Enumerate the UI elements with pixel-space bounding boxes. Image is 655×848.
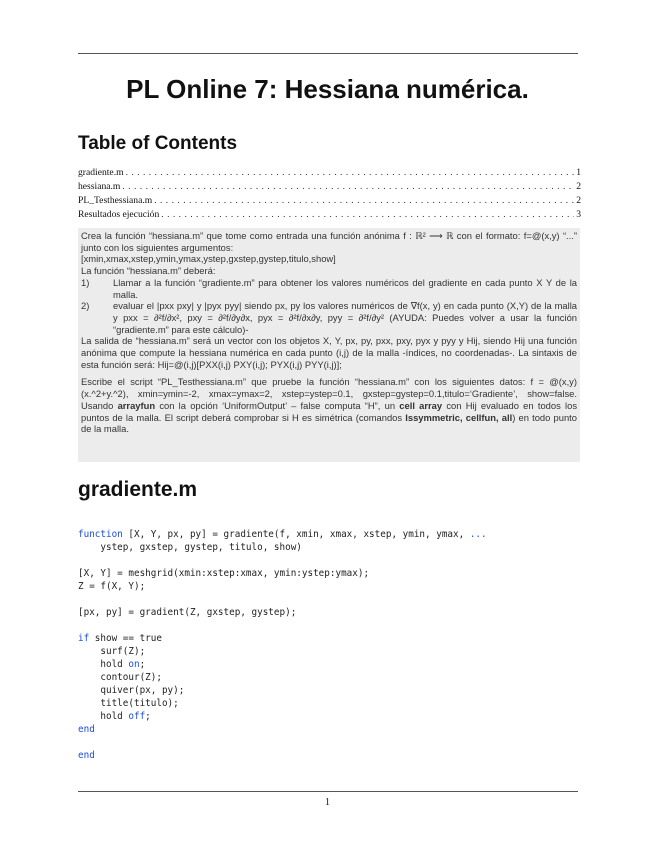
toc-entry-page: 2 (576, 181, 581, 192)
bold-term: cell array (399, 399, 443, 411)
code-text: [X, Y] = meshgrid(xmin:xstep:xmax, ymin:ystep:ymax); (78, 568, 370, 579)
list-text: Llamar a la función “gradiente.m” para obtener los valores numéricos del gradiente en cada punto X Y de la malla. (113, 276, 577, 300)
list-item (81, 277, 577, 300)
toc-entry-label[interactable]: PL_Testhessiana.m (78, 195, 153, 206)
table-of-contents (78, 166, 581, 222)
code-keyword: function (78, 529, 123, 540)
toc-entry-page: 2 (576, 195, 581, 206)
code-keyword: off (128, 711, 146, 722)
code-text: quiver(px, py); (78, 685, 185, 696)
toc-leader-dots (126, 166, 575, 180)
code-text: surf(Z); (78, 646, 146, 657)
code-text: hold (78, 711, 129, 722)
toc-leader-dots (161, 208, 574, 222)
toc-entry-resultados[interactable] (78, 208, 581, 222)
page-title: PL Online 7: Hessiana numérica. (126, 74, 529, 104)
toc-entry-label[interactable]: gradiente.m (78, 167, 124, 178)
code-text: hold (78, 659, 129, 670)
description-paragraph (81, 376, 577, 435)
code-continuation: ... (469, 529, 487, 540)
code-text: title(titulo); (78, 698, 179, 709)
text-segment: con Hij evaluado en todos los puntos de la malla. El script deberá comprobar si H es simétrica (comandos (81, 399, 578, 423)
section-heading: gradiente.m (78, 478, 198, 501)
text-segment: ) en todo punto de la malla. (81, 411, 577, 435)
top-rule (78, 53, 578, 54)
list-text: evaluar el |pxx pxy| y |pyx pyy| siendo px, py los valores numéricos de ∇f(x, y) en cada punto (X,Y) de la malla y pxx = ∂²f/∂x², pxy = ∂²f/∂y∂x, pyx = ∂²f/∂x∂y, pyy = ∂²f/∂y² (AYUDA: Puedes volver a usar la función “gradiente.m” para este cálculo)- (113, 300, 577, 335)
toc-entry-label[interactable]: Resultados ejecución (78, 209, 160, 220)
toc-leader-dots (154, 194, 574, 208)
toc-entry-label[interactable]: hessiana.m (78, 181, 121, 192)
description-paragraph: La salida de “hessiana.m” será un vector con los objetos X, Y, px, py, pxx, pxy, pyx y pyy y Hij, siendo Hij una función anónima que compute la hessiana numérica en cada punto (i,j) de la malla -índices, no coordenadas-. La sintaxis de esta función será: Hij=@(i,j)[PXX(i,j) PXY(i,j); PYX(i,j) PYY(i,j)]; (81, 335, 577, 370)
toc-entry-page: 1 (576, 167, 581, 178)
code-text: ystep, gxstep, gystep, titulo, show) (78, 542, 302, 553)
list-number: 2) (81, 300, 90, 312)
toc-heading: Table of Contents (78, 133, 238, 154)
code-text: contour(Z); (78, 672, 162, 683)
code-keyword: end (78, 724, 95, 735)
bold-term: Issymmetric, cellfun, all (405, 411, 513, 423)
description-paragraph: La función “hessiana.m” deberá: (81, 265, 216, 277)
bold-term: arrayfun (117, 399, 156, 411)
toc-leader-dots (122, 180, 574, 194)
toc-entry-page: 3 (576, 209, 581, 220)
page-number: 1 (325, 797, 330, 808)
code-block (78, 528, 487, 762)
toc-entry-hessiana[interactable] (78, 180, 581, 194)
toc-entry-pl-testhessiana[interactable] (78, 194, 581, 208)
bottom-rule (78, 791, 578, 792)
code-keyword: if (78, 633, 90, 644)
argument-list: [xmin,xmax,xstep,ymin,ymax,ystep,gxstep,gystep,titulo,show] (81, 253, 336, 265)
text-segment: Escribe el script “PL_Testhessiana.m” que pruebe la función “hessiana.m” con los siguientes datos: f = @(x,y)(x.^2+y.^2), xmin=ymin=-2, xmax=ymax=2, xstep=ystep=0.1, gxstep=gystep=0.1,titulo=‘Gradiente’, show=false. Usando (81, 376, 577, 411)
code-text: ; (145, 711, 151, 722)
toc-entry-gradiente[interactable] (78, 166, 581, 180)
description-paragraph: Crea la función “hessiana.m” que tome como entrada una función anónima f : ℝ² ⟶ ℝ con el formato: f=@(x,y) “...” junto con los siguientes argumentos: (81, 230, 577, 253)
list-item (81, 300, 577, 335)
code-text: [X, Y, px, py] = gradiente(f, xmin, xmax, xstep, ymin, ymax, (122, 529, 470, 540)
list-number: 1) (81, 276, 90, 288)
text-segment: con la opción ‘UniformOutput’ – false computa “H”, un (155, 399, 400, 411)
code-text: [px, py] = gradient(Z, gxstep, gystep); (78, 607, 297, 618)
code-text: Z = f(X, Y); (78, 581, 146, 592)
assignment-description (78, 228, 580, 462)
code-text: show == true (89, 633, 162, 644)
code-text: ; (139, 659, 146, 670)
code-keyword: on (128, 659, 140, 670)
code-keyword: end (78, 750, 95, 761)
